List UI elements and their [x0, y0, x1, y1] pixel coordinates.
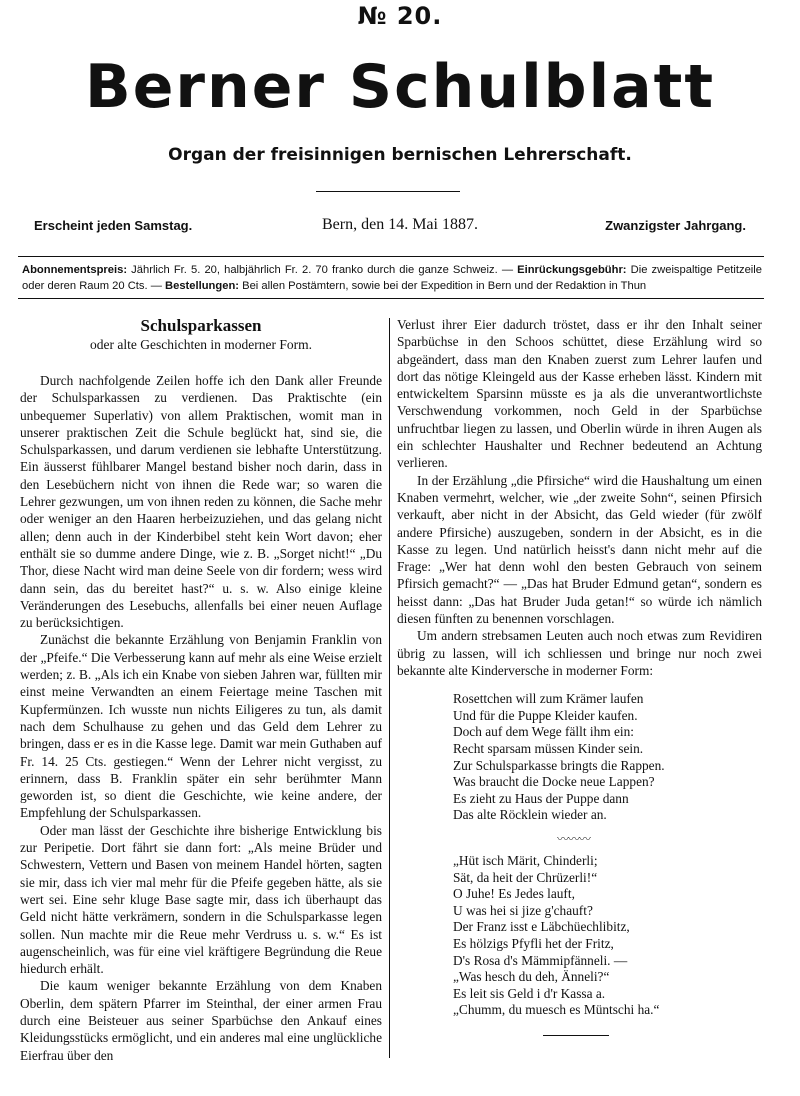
publication-frequency: Erscheint jeden Samstag.: [34, 218, 193, 233]
article-subtitle: oder alte Geschichten in moderner Form.: [90, 337, 312, 352]
ornament-divider: 〰〰〰: [557, 831, 591, 846]
subscription-notice: [22, 262, 762, 294]
notice-label-subscription: Abonnementspreis:: [22, 264, 128, 276]
dateline: [0, 216, 800, 236]
poem-line: Der Franz isst e Läbchüechlibitz,: [453, 919, 630, 935]
title-divider: [316, 191, 460, 192]
article-paragraph: Um andern strebsamen Leuten auch noch etwas zum Revidiren übrig zu lassen, will ich schliessen und bringe nur noch zwei bekannte alte Kinderversche in moderner Form:: [397, 628, 762, 678]
poem-line: Sät, da heit der Chrüzerli!“: [453, 869, 598, 885]
poem-line: Es zieht zu Haus der Puppe dann: [453, 790, 629, 806]
column-divider: [389, 318, 390, 1058]
poem-line: Es leit sis Geld i d'r Kassa a.: [453, 985, 606, 1001]
poem-line: „Was hesch du deh, Änneli?“: [453, 969, 610, 985]
poem-line: O Juhe! Es Jedes lauft,: [453, 886, 575, 902]
masthead-subtitle: Organ der freisinnigen bernischen Lehrerschaft.: [168, 145, 632, 165]
article-title: Schulsparkassen: [140, 316, 262, 335]
poem-line: Was braucht die Docke neue Lappen?: [453, 774, 655, 790]
notice-top-rule: [18, 256, 764, 257]
poem-line: Das alte Röcklein wieder an.: [453, 807, 607, 823]
notice-bottom-rule: [18, 298, 764, 299]
issue-number: № 20.: [357, 2, 443, 30]
masthead: Berner Schulblatt: [84, 52, 716, 122]
poem-line: Es hölzigs Pfyfli het der Fritz,: [453, 935, 614, 951]
article-column-right: [397, 316, 762, 1036]
volume-year: Zwanzigster Jahrgang.: [605, 218, 746, 233]
poem-line: Doch auf dem Wege fällt ihm ein:: [453, 724, 634, 740]
article-paragraph: In der Erzählung „die Pfirsiche“ wird die Haushaltung um einen Knaben vermehrt, welcher, wie „der zweite Sohn“, seinen Pfirsich verkauft, aber nicht in der Absicht, das Geld wieder (für zwölf andere Pfirsiche) auszugeben, sondern in der Absicht, es in die Kasse zu legen. Und natürlich heisst's dann nicht mehr auf die Frage: „Wer hat denn wohl den besten Gebrauch von seinem Pfirsich gemacht?“ — „Das hat Bruder Edmund getan“, sondern es heisst dann: „Das hat Bruder Juda getan!“ so würde ich nämlich diesen fünften zu benennen vorschlagen.: [397, 472, 762, 627]
notice-text-subscription: Jährlich Fr. 5. 20, halbjährlich Fr. 2. 70 franko durch die ganze Schweiz. —: [127, 264, 518, 276]
article-paragraph: Verlust ihrer Eier dadurch tröstet, dass er ihr den Inhalt seiner Sparbüchse in den Schoos schüttet, diese Erzählung wird so abgeändert, dass man den Knaben zuerst zum Lehrer laufen und dort das nötige Kleingeld aus der Kasse erheben lässt. Kindern mit entwickeltem Sparsinn müsste es ja als die unverantwortlichste Verschwendung vorkommen, noch Geld in der Sparbüchse unfruchtbar liegen zu lassen, und Oberlin würde in ihren Augen als ein schlechter Haushalter und Rechner bedeutend an Achtung verlieren.: [397, 317, 762, 471]
article-paragraph: Durch nachfolgende Zeilen hoffe ich den Dank aller Freunde der Schulsparkassen zu verdienen. Das Praktischte (ein unbequemer Superlativ) von allem Praktischen, womit man in unserer praktischen Zeit die Schule beglückt hat, sind sie, die Schulsparkassen, und darum verdienen sie lebhafte Unterstützung. Ein äusserst fühlbarer Mangel bestand bisher noch darin, dass in den Lesebüchern nicht von ihnen die Rede war; so waren die Lehrer gezwungen, um von ihnen reden zu können, die Sache mehr oder weniger an den Haaren herbeizuziehen, und das gelang nicht allen; denn auch in der Kinderbibel steht kein Wort davon; eher enthält sie so dumme andere Dinge, wie z. B. „Sorget nicht!“ „Du Thor, diese Nacht wird man deine Seele von dir fordern; wess wird dann sein, das du bereitet hast?“ u. s. w. Also einige kleine Veränderungen des Lesebuchs, allenfalls bei einer neuen Auflage zu berücksichtigen.: [20, 373, 382, 631]
notice-label-orders: Bestellungen:: [165, 280, 240, 292]
poem-line: Recht sparsam müssen Kinder sein.: [453, 741, 644, 757]
issue-date: Bern, den 14. Mai 1887.: [322, 216, 478, 233]
poem-line: „Hüt isch Märit, Chinderli;: [453, 852, 598, 868]
poem-line: Rosettchen will zum Krämer laufen: [453, 691, 644, 707]
article-column-left: [20, 316, 382, 1064]
article-paragraph: Die kaum weniger bekannte Erzählung von dem Knaben Oberlin, dem spätern Pfarrer im Steinthal, der einer armen Frau durch eine Beisteuer aus seiner Sparbüchse den Ankauf eines Kleidungsstücks ermöglicht, und ein anderes mal eine unglückliche Eierfrau über den: [20, 978, 382, 1063]
poem-line: U was hei si jize g'chauft?: [453, 902, 593, 918]
notice-text-orders: Bei allen Postämtern, sowie bei der Expedition in Bern und der Redaktion in Thun: [239, 280, 647, 292]
poem-rosettchen: [453, 691, 762, 824]
notice-text-fee: Die zweispaltige Petitzeile oder deren Raum 20 Cts. —: [22, 264, 762, 292]
poem-line: „Chumm, du muesch es Müntschi ha.“: [453, 1002, 660, 1018]
poem-line: Und für die Puppe Kleider kaufen.: [453, 707, 638, 723]
poem-maerit: [453, 853, 762, 1019]
article-paragraph: Zunächst die bekannte Erzählung von Benjamin Franklin von der „Pfeife.“ Die Verbesserung kann auf mehr als eine Weise erzielt werden; z. B. „Als ich ein Knabe von sieben Jahren war, füllten mir einst meine Verwandten an einem Feiertage meine Taschen mit Kupfermünzen. Ich wusste nun nichts Eiligeres zu tun, als damit nach dem Schulhause zu gehen und das Geld dem Lehrer zu bringen, dass er es in die Kasse lege. Damit war mein Guthaben auf Fr. 14. 25 Cts. gestiegen.“ Wenn der Lehrer nicht vergisst, zu erinnern, dass B. Franklin später ein sehr berühmter Mann geworden ist, so dient die Geschichte, wie keine andere, der Empfehlung der Schulsparkassen.: [20, 632, 382, 821]
poem-line: D's Rosa d's Mämmipfänneli. —: [453, 952, 628, 968]
notice-label-fee: Einrückungsgebühr:: [517, 264, 627, 276]
article-end-rule: [543, 1035, 609, 1036]
article-paragraph: Oder man lässt der Geschichte ihre bisherige Entwicklung bis zur Peripetie. Dort fährt sie dann fort: „Als meine Brüder und Schwestern, Vettern und Basen von meinem Handel hörten, sagten sie mir, dass ich vier mal mehr für die Pfeife gegeben hätte, als sie wert sei. Eine sehr kluge Base sagte mir, dass ich überhaupt das Geld nicht hätte verkrämern, sondern in die Schulsparkasse legen sollen. Nun machte mir die Reue mehr Verdruss u. s. w.“ Es ist augenscheinlich, was für eine viel kräftigere Begründung die Reue hiedurch erhält.: [20, 822, 382, 977]
poem-line: Zur Schulsparkasse bringts die Rappen.: [453, 757, 665, 773]
